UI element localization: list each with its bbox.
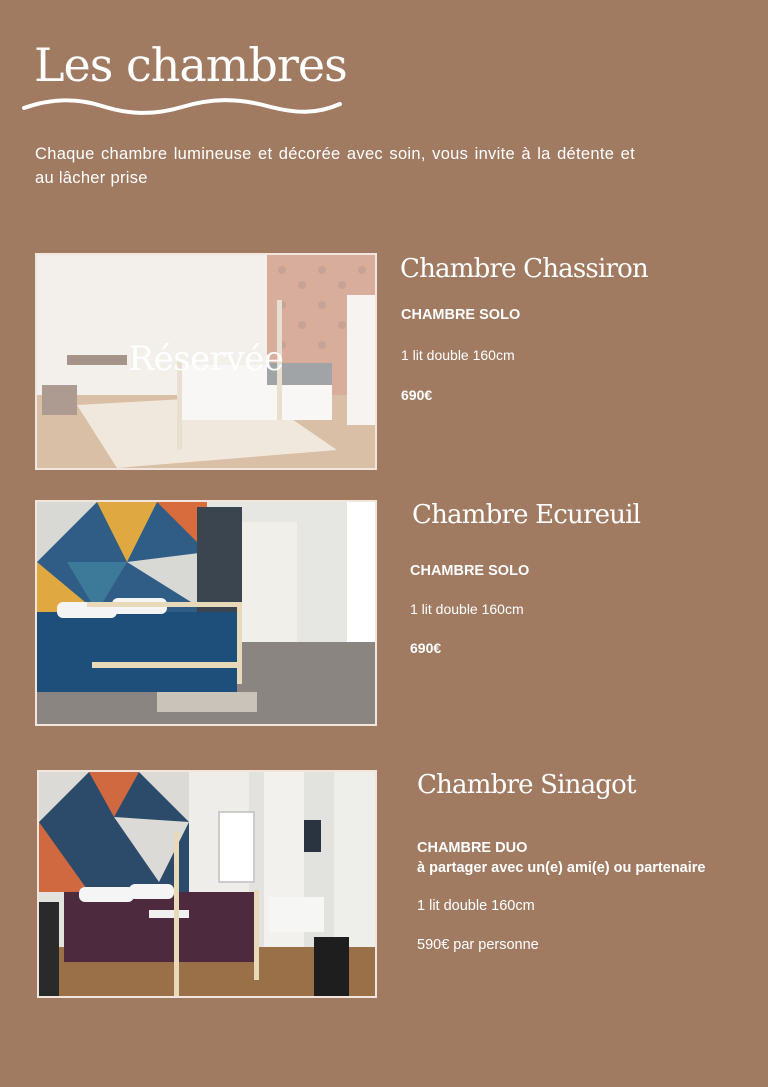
- room-type-chassiron: CHAMBRE SOLO: [401, 307, 521, 323]
- room-photo-chassiron: [35, 253, 377, 470]
- room-price-ecureuil: 690€: [410, 640, 442, 656]
- room-photo-ecureuil: [35, 500, 377, 726]
- room-photo-sinagot: [37, 770, 377, 998]
- room-title-ecureuil: Chambre Ecureuil: [412, 500, 641, 530]
- room-bed-ecureuil: 1 lit double 160cm: [410, 601, 524, 617]
- room-price-sinagot: 590€ par personne: [417, 937, 539, 953]
- wave-divider: [22, 96, 342, 118]
- room-bed-chassiron: 1 lit double 160cm: [401, 347, 515, 363]
- room-title-sinagot: Chambre Sinagot: [417, 770, 636, 800]
- room-type-detail-sinagot: à partager avec un(e) ami(e) ou partenaire: [417, 860, 706, 876]
- reserved-label: Réservée: [128, 339, 284, 379]
- intro-text: Chaque chambre lumineuse et décorée avec soin, vous invite à la détente et au lâcher prise: [35, 145, 635, 187]
- room-bed-sinagot: 1 lit double 160cm: [417, 898, 535, 914]
- page-title: Les chambres: [34, 38, 347, 92]
- room-type-sinagot: CHAMBRE DUO: [417, 840, 528, 856]
- room-price-chassiron: 690€: [401, 387, 433, 403]
- room-type-ecureuil: CHAMBRE SOLO: [410, 563, 530, 579]
- room-title-chassiron: Chambre Chassiron: [400, 254, 648, 284]
